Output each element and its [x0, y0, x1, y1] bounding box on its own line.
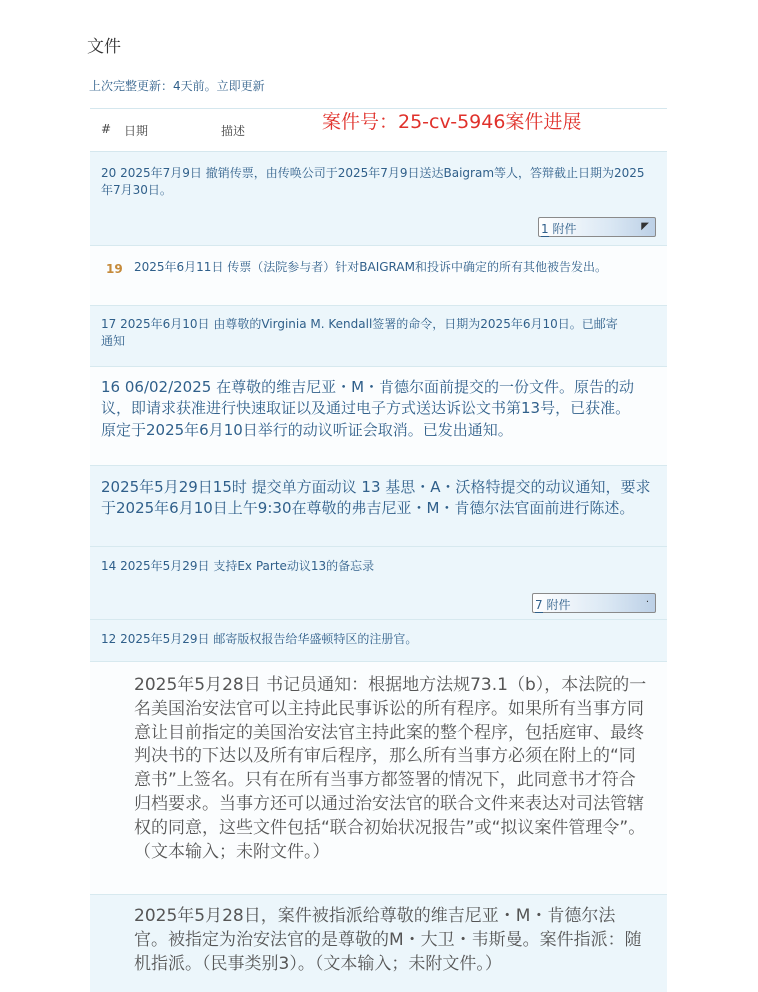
attachment-label: 附件 — [546, 598, 571, 612]
entry-text: 14 2025年5月29日 支持Ex Parte动议13的备忘录 — [101, 559, 375, 573]
table-row — [90, 152, 667, 246]
entry-text: 2025年5月28日 书记员通知：根据地方法规73.1（b），本法院的一名美国治安法官可以主持此民事诉讼的所有程序。如果所有当事方同意让目前指定的美国治安法官主持此案的整个程序，包括庭审、最终判决书的下达以及所有审后程序，那么所有当事方必须在附上的“同意书”上签名。只有在所有当事方都签署的情况下，此同意书才符合归档要求。当事方还可以通过治安法官的联合文件来表达对司法管辖权的同意，这些文件包括“联合初始状况报告”或“拟议案件管理令”。（文本输入；未附文件。） — [134, 675, 647, 862]
entry-text: 16 06/02/2025 在尊敬的维吉尼亚・M・肯德尔面前提交的一份文件。原告的动议，即请求获准进行快速取证以及通过电子方式送达诉讼文书第13号，已获准。原定于2025年6月10日举行的动议听证会取消。已发出通知。 — [101, 378, 635, 439]
update-now-link[interactable]: 立即更新 — [216, 79, 265, 93]
entry-text: 12 2025年5月29日 邮寄版权报告给华盛顿特区的注册官。 — [101, 632, 418, 646]
table-row — [90, 466, 667, 547]
last-update-info — [89, 77, 265, 94]
last-update-text: 上次完整更新：4天前。 — [89, 79, 217, 93]
entry-text: 2025年6月11日 传票（法院参与者）针对BAIGRAM和投诉中确定的所有其他被告发出。 — [134, 260, 607, 274]
attachment-count: 7 — [535, 598, 543, 612]
dropdown-arrow-icon: ◤ — [641, 221, 649, 232]
entry-number: 19 — [106, 262, 123, 276]
table-row — [90, 894, 667, 992]
column-header-description: 描述 — [221, 124, 246, 138]
attachment-label: 附件 — [552, 222, 577, 236]
table-row — [90, 367, 667, 466]
case-number-banner: 案件号：25-cv-5946案件进展 — [322, 111, 582, 133]
table-row — [90, 620, 667, 662]
table-row — [90, 547, 667, 620]
column-header-number: # — [101, 122, 112, 136]
entry-text: 17 2025年6月10日 由尊敬的Virginia M. Kendall签署的命令，日期为2025年6月10日。已邮寄通知 — [101, 317, 618, 349]
attachment-button[interactable] — [532, 593, 656, 613]
dropdown-arrow-icon: · — [645, 597, 649, 608]
table-row — [90, 246, 667, 306]
entry-text: 2025年5月29日15时 提交单方面动议 13 基思・A・沃格特提交的动议通知，要求于2025年6月10日上午9:30在尊敬的弗吉尼亚・M・肯德尔法官面前进行陈述。 — [101, 478, 651, 518]
attachment-count: 1 — [541, 222, 549, 236]
page-title: 文件 — [87, 37, 121, 57]
entry-text: 20 2025年7月9日 撤销传票，由传唤公司于2025年7月9日送达Baigram等人，答辩截止日期为2025年7月30日。 — [101, 166, 645, 198]
column-header-date: 日期 — [124, 124, 149, 138]
entry-text: 2025年5月28日，案件被指派给尊敬的维吉尼亚・M・肯德尔法官。被指定为治安法官的是尊敬的M・大卫・韦斯曼。案件指派：随机指派。（民事类别3）。（文本输入；未附文件。） — [134, 906, 642, 974]
table-row — [90, 662, 667, 894]
table-row — [90, 306, 667, 367]
attachment-button[interactable] — [538, 217, 656, 237]
docket-table — [90, 108, 667, 992]
